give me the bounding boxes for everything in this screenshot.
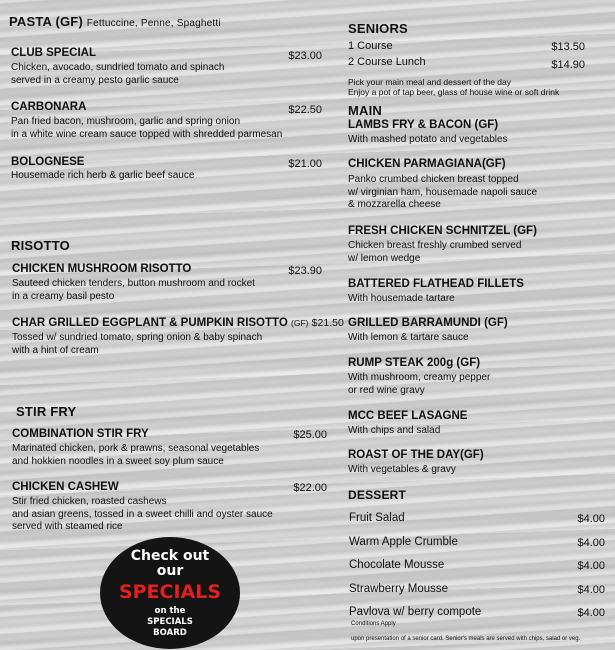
menu-item-price: $22.00 (293, 482, 327, 494)
specials-badge (100, 537, 240, 649)
menu-item-name: COMBINATION STIR FRY (12, 428, 149, 440)
menu-item-description (348, 134, 508, 147)
menu-item-description (348, 174, 537, 212)
menu-item-name: CHAR GRILLED EGGPLANT & PUMPKIN RISOTTO (12, 317, 288, 329)
dessert-item-price: $4.00 (577, 513, 605, 525)
menu-item-description (348, 332, 469, 345)
note-line: Enjoy a pot of tap beer, glass of house wine or soft drink (348, 87, 560, 97)
menu-item-price: $25.00 (293, 429, 327, 441)
desc-line: in a creamy basil pesto (12, 290, 115, 302)
desc-line: With vegetables & gravy (348, 464, 456, 475)
dessert-item-name: Warm Apple Crumble (349, 536, 458, 548)
menu-item-description (12, 443, 259, 468)
badge-line: our (156, 563, 184, 579)
dessert-item-name: Pavlova w/ berry compote (349, 606, 482, 618)
desc-line: w/ virginian ham, housemade napoli sauce (348, 186, 537, 198)
menu-item-name: FRESH CHICKEN SCHNITZEL (GF) (348, 225, 537, 237)
gf-tag: (GF) (291, 318, 309, 328)
pasta-title: PASTA (GF) (9, 14, 83, 29)
seniors-item-name: 2 Course Lunch (348, 56, 426, 68)
desc-line: and hokkien noodles in a sweet soy plum sauce (12, 455, 224, 467)
desc-line: Housemade rich herb & garlic beef sauce (11, 170, 195, 181)
desc-line: in a white wine cream sauce topped with shredded parmesan (11, 128, 283, 140)
badge-line: Check out (130, 548, 210, 564)
menu-item-name: LAMBS FRY & BACON (GF) (348, 119, 499, 131)
badge-line: SPECIALS (147, 617, 193, 627)
desc-line: with a hint of cream (12, 344, 99, 356)
menu-item-name: RUMP STEAK 200g (GF) (348, 357, 481, 369)
menu-item-name: GRILLED BARRAMUNDI (GF) (348, 317, 508, 329)
badge-line: BOARD (153, 628, 187, 638)
desc-line: served with steamed rice (12, 521, 123, 532)
desc-line: Panko crumbed chicken breast topped (348, 174, 519, 185)
badge-footer (100, 606, 240, 639)
menu-item-description (348, 240, 521, 265)
seniors-note (348, 77, 559, 97)
desc-line: or red wine gravy (348, 384, 425, 396)
menu-item-description (12, 332, 262, 357)
menu-item-price: $23.00 (288, 50, 322, 62)
seniors-item-price: $13.50 (551, 41, 585, 53)
seniors-item-price: $14.90 (551, 59, 585, 71)
dessert-item-name: Fruit Salad (349, 512, 405, 524)
desc-line: Chicken, avocado, sundried tomato and spinach (11, 62, 225, 73)
badge-line: on the (154, 606, 186, 616)
desc-line: Chicken breast freshly crumbed served (348, 240, 522, 251)
dessert-title: DESSERT (348, 488, 407, 502)
menu-item-description (11, 62, 224, 87)
desc-line: With housemade tartare (348, 293, 455, 304)
desc-line: served in a creamy pesto garlic sauce (11, 74, 179, 86)
conditions-note: Conditions Apply (351, 621, 396, 627)
menu-item-description (11, 170, 194, 183)
desc-line: With chips and salad (348, 425, 441, 436)
menu-item-name: MCC BEEF LASAGNE (348, 410, 468, 422)
dessert-item-price: $4.00 (577, 560, 605, 572)
menu-item-name: CARBONARA (11, 101, 87, 113)
desc-line: Stir fried chicken, roasted cashews (12, 496, 167, 507)
desc-line: With lemon & tartare sauce (348, 332, 469, 343)
desc-line: Marinated chicken, pork & prawns, seasonal vegetables (12, 443, 260, 454)
badge-specials-text: SPECIALS (118, 581, 222, 603)
menu-item-name: BATTERED FLATHEAD FILLETS (348, 278, 524, 290)
menu-item-name: BOLOGNESE (11, 156, 85, 168)
dessert-item-price: $4.00 (577, 584, 605, 596)
menu-item-name: CHICKEN PARMAGIANA(GF) (348, 158, 506, 170)
dessert-item-price: $4.00 (577, 537, 605, 549)
dessert-item-price: $4.00 (577, 607, 605, 619)
desc-line: Tossed w/ sundried tomato, spring onion & baby spinach (12, 332, 263, 343)
note-line: Pick your main meal and dessert of the day (348, 77, 511, 87)
desc-line: and asian greens, tossed in a sweet chilli and oyster sauce (12, 508, 273, 520)
menu-item-price: $21.00 (288, 158, 322, 170)
desc-line: Pan fried bacon, mushroom, garlic and spring onion (11, 116, 241, 127)
menu-item-name: CLUB SPECIAL (11, 47, 96, 59)
menu-item-description (12, 496, 273, 534)
badge-heading (100, 549, 240, 579)
menu-item-description (348, 293, 455, 306)
menu-item-name: CHICKEN MUSHROOM RISOTTO (12, 263, 192, 275)
dessert-item-name: Chocolate Mousse (349, 559, 445, 571)
menu-item-price: $23.90 (288, 265, 322, 277)
seniors-item-name: 1 Course (348, 40, 393, 52)
menu-item-name-line (12, 317, 344, 329)
main-title: MAIN (348, 103, 383, 118)
pasta-section-title (9, 14, 221, 29)
menu-item-name: ROAST OF THE DAY(GF) (348, 449, 484, 461)
menu-item-description (12, 278, 255, 303)
menu-item-description (348, 464, 456, 477)
stirfry-title: STIR FRY (16, 404, 77, 419)
desc-line: & mozzarella cheese (348, 199, 441, 210)
menu-item-description (11, 116, 282, 141)
seniors-title: SENIORS (348, 21, 408, 36)
menu-item-description (348, 372, 490, 397)
desc-line: With mushroom, creamy pepper (348, 372, 491, 383)
desc-line: With mashed potato and vegetables (348, 134, 508, 145)
menu-item-price: $21.50 (311, 317, 344, 329)
dessert-item-name: Strawberry Mousse (349, 583, 449, 595)
risotto-title: RISOTTO (11, 238, 70, 253)
menu-item-price: $22.50 (288, 104, 322, 116)
menu-item-description (348, 425, 440, 438)
menu-item-name: CHICKEN CASHEW (12, 481, 119, 493)
footnote: upon presentation of a senior card. Senior's meals are served with chips, salad or veg. (351, 636, 581, 642)
desc-line: w/ lemon wedge (348, 252, 421, 264)
desc-line: Sauteed chicken tenders, button mushroom and rocket (12, 278, 255, 289)
pasta-subtitle: Fettuccine, Penne, Spaghetti (86, 18, 221, 29)
